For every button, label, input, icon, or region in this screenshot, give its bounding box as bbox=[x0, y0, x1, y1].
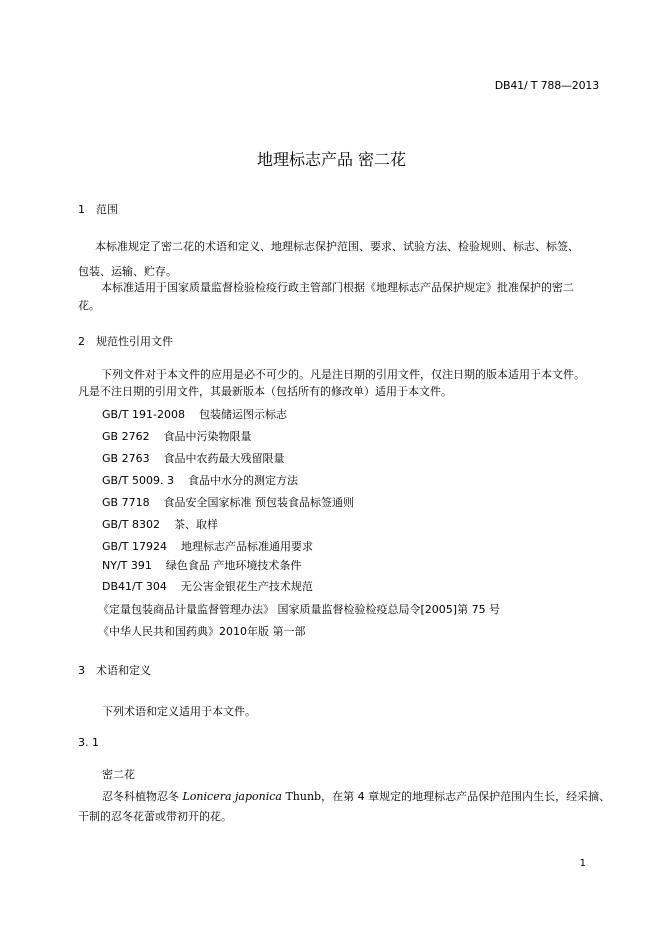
reference-code: GB/T 8302 bbox=[102, 518, 160, 531]
scope-paragraph-2-line-2: 花。 bbox=[78, 299, 100, 312]
scope-paragraph-1-line-2: 包装、运输、贮存。 bbox=[78, 265, 177, 278]
reference-code: GB 7718 bbox=[102, 496, 150, 509]
section-title: 规范性引用文件 bbox=[96, 335, 173, 348]
reference-item bbox=[102, 516, 218, 532]
regulation-reference: 《定量包装商品计量监督管理办法》 国家质量监督检验检疫总局令[2005]第 75 号 bbox=[98, 603, 501, 616]
reference-title: 茶、取样 bbox=[174, 518, 218, 531]
reference-title: 食品中水分的测定方法 bbox=[187, 474, 298, 487]
reference-item bbox=[102, 450, 285, 466]
reference-title: 地理标志产品标准通用要求 bbox=[181, 540, 313, 553]
section-3-heading bbox=[78, 662, 151, 678]
term-definition-line-2: 干制的忍冬花蕾或带初开的花。 bbox=[78, 810, 232, 823]
reference-title: 食品中污染物限量 bbox=[163, 430, 252, 443]
terms-intro: 下列术语和定义适用于本文件。 bbox=[102, 705, 256, 718]
reference-title: 食品安全国家标准 预包装食品标签通则 bbox=[163, 496, 355, 509]
reference-item bbox=[102, 428, 252, 444]
reference-code: GB 2762 bbox=[102, 430, 150, 443]
reference-item bbox=[102, 494, 354, 510]
references-intro-line-1: 下列文件对于本文件的应用是必不可少的。凡是注日期的引用文件，仅注日期的版本适用于本文件。 bbox=[101, 368, 585, 381]
scope-paragraph-1-line-1: 本标准规定了密二花的术语和定义、地理标志保护范围、要求、试验方法、检验规则、标志、标签、 bbox=[95, 240, 579, 253]
reference-title: 绿色食品 产地环境技术条件 bbox=[165, 559, 302, 572]
term-name: 密二花 bbox=[102, 768, 135, 781]
reference-code: NY/T 391 bbox=[102, 559, 152, 572]
section-title: 范围 bbox=[96, 203, 118, 216]
reference-item bbox=[102, 578, 313, 594]
reference-code: GB/T 191-2008 bbox=[102, 408, 185, 421]
references-intro-line-2: 凡是不注日期的引用文件，其最新版本（包括所有的修改单）适用于本文件。 bbox=[78, 385, 452, 398]
section-1-heading bbox=[78, 201, 118, 217]
reference-item bbox=[102, 538, 313, 554]
reference-title: 无公害金银花生产技术规范 bbox=[180, 580, 313, 593]
subsection-number: 3. 1 bbox=[78, 736, 99, 749]
reference-code: GB/T 5009. 3 bbox=[102, 474, 174, 487]
definition-text: 忍冬科植物忍冬 bbox=[102, 790, 183, 803]
reference-code: DB41/T 304 bbox=[102, 580, 167, 593]
term-definition-line-1 bbox=[102, 788, 610, 804]
reference-code: GB/T 17924 bbox=[102, 540, 167, 553]
latin-name: Lonicera japonica bbox=[182, 790, 282, 803]
section-title: 术语和定义 bbox=[96, 664, 151, 677]
reference-title: 包装储运图示标志 bbox=[198, 408, 287, 421]
reference-item bbox=[102, 557, 301, 573]
document-title: 地理标志产品 密二花 bbox=[256, 150, 407, 169]
pharmacopoeia-reference: 《中华人民共和国药典》2010年版 第一部 bbox=[98, 625, 306, 638]
reference-code: GB 2763 bbox=[102, 452, 150, 465]
section-number: 1 bbox=[78, 203, 85, 216]
reference-item bbox=[102, 472, 298, 488]
botanical-author: Thunb bbox=[281, 790, 322, 803]
scope-paragraph-2-line-1: 本标准适用于国家质量监督检验检疫行政主管部门根据《地理标志产品保护规定》批准保护的密二 bbox=[101, 281, 574, 294]
reference-item bbox=[102, 406, 287, 422]
page-number: 1 bbox=[579, 858, 586, 869]
section-number: 3 bbox=[78, 664, 85, 677]
reference-title: 食品中农药最大残留限量 bbox=[163, 452, 285, 465]
section-number: 2 bbox=[78, 335, 85, 348]
standard-number: DB41/ T 788—2013 bbox=[494, 79, 599, 92]
definition-text: ，在第 4 章规定的地理标志产品保护范围内生长，经采摘、 bbox=[321, 790, 611, 803]
section-2-heading bbox=[78, 333, 173, 349]
